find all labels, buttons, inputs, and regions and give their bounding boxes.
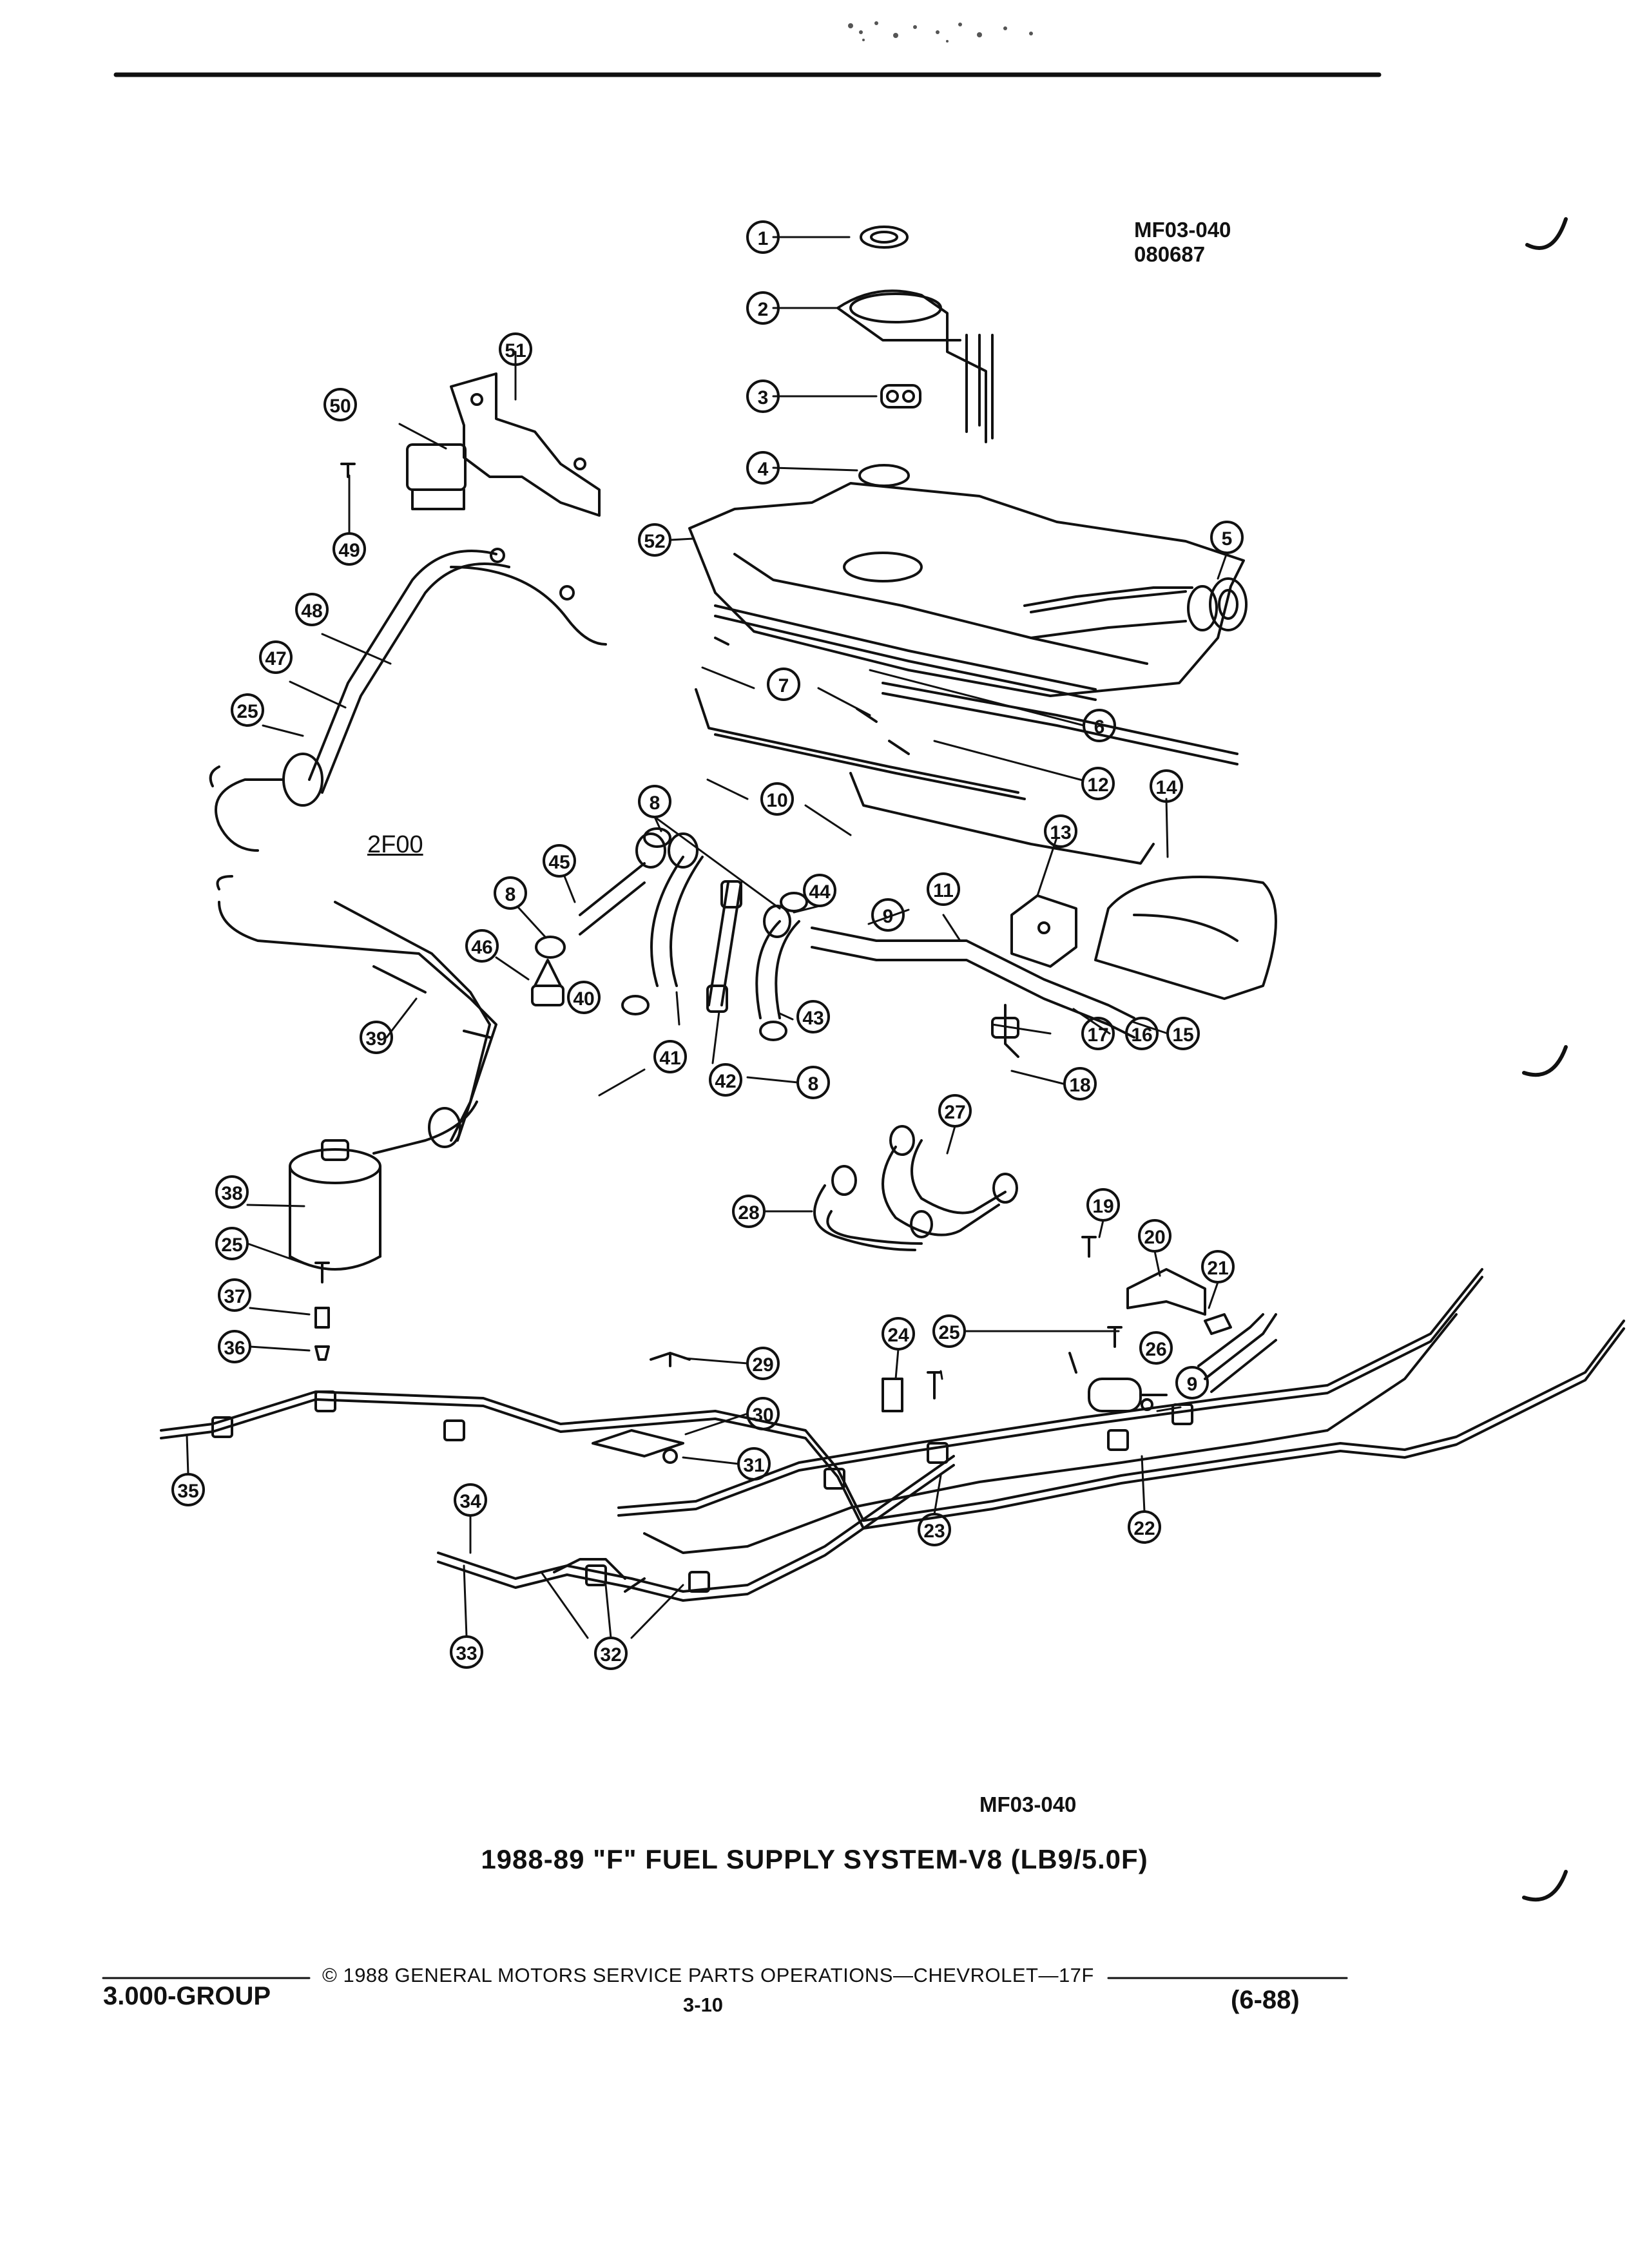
callout-21 <box>1202 1251 1233 1282</box>
callout-36-label: 36 <box>224 1338 246 1359</box>
callout-32-label: 32 <box>600 1644 622 1666</box>
callout-46 <box>467 930 497 961</box>
callout-43-label: 43 <box>802 1008 824 1029</box>
gasket-part <box>861 227 907 247</box>
callout-50 <box>325 389 356 420</box>
callout-7-label: 7 <box>778 675 789 697</box>
callout-39-label: 39 <box>365 1028 387 1050</box>
callout-25b-label: 25 <box>236 701 258 722</box>
callout-25c <box>217 1228 247 1259</box>
callout-8b <box>495 878 526 908</box>
callout-40 <box>568 982 599 1013</box>
callout-12 <box>1083 768 1113 799</box>
callout-15-label: 15 <box>1172 1024 1194 1046</box>
callout-38 <box>217 1177 247 1207</box>
callout-18 <box>1065 1068 1095 1099</box>
callout-36 <box>219 1331 250 1362</box>
callout-3-label: 3 <box>757 387 769 408</box>
callout-25a <box>934 1316 965 1347</box>
callout-22-label: 22 <box>1133 1518 1155 1539</box>
callout-8c <box>798 1067 829 1098</box>
callout-29-label: 29 <box>752 1354 774 1376</box>
tank-straps <box>696 606 1237 863</box>
callout-23-label: 23 <box>923 1521 945 1542</box>
callout-26 <box>1141 1332 1171 1363</box>
callout-15 <box>1168 1018 1199 1049</box>
callout-20 <box>1139 1220 1170 1251</box>
callout-11 <box>928 874 959 905</box>
charcoal-canister <box>290 1102 477 1269</box>
callout-48 <box>296 594 327 625</box>
callout-13-label: 13 <box>1050 822 1072 843</box>
callout-41-label: 41 <box>659 1048 681 1069</box>
callout-51-label: 51 <box>505 340 526 361</box>
callout-8a <box>639 786 670 817</box>
callout-38-label: 38 <box>221 1183 243 1204</box>
callout-46-label: 46 <box>471 937 493 958</box>
callout-30-label: 30 <box>752 1405 774 1426</box>
callout-52-label: 52 <box>644 531 666 552</box>
callout-26-label: 26 <box>1145 1339 1167 1360</box>
callout-52 <box>639 524 670 555</box>
vapor-canister-valve <box>211 754 322 850</box>
small-fasteners-left <box>316 1263 329 1360</box>
callout-22 <box>1129 1512 1160 1542</box>
callout-44-label: 44 <box>809 881 831 903</box>
callout-8b-label: 8 <box>505 884 516 905</box>
callout-50-label: 50 <box>329 396 351 417</box>
callout-1-label: 1 <box>757 228 769 249</box>
lower-left-lines <box>438 1456 954 1600</box>
footer-group: 3.000-GROUP <box>103 1982 271 2010</box>
footer-page-number: 3-10 <box>683 1994 724 2016</box>
callout-37 <box>219 1280 250 1311</box>
hose-43 <box>757 906 799 1018</box>
callout-20-label: 20 <box>1144 1227 1166 1248</box>
callout-29 <box>747 1348 778 1379</box>
callout-45-label: 45 <box>548 852 570 873</box>
relay-bracket-part <box>451 374 599 515</box>
binder-marks <box>1524 219 1566 1899</box>
callout-4-label: 4 <box>757 459 769 480</box>
callout-24-label: 24 <box>887 1325 909 1346</box>
callout-42 <box>710 1064 741 1095</box>
fuel-sender-assembly <box>838 291 992 442</box>
callout-42-label: 42 <box>715 1071 737 1092</box>
callouts <box>173 222 1242 1669</box>
callout-47-label: 47 <box>265 648 287 669</box>
callout-30 <box>747 1398 778 1429</box>
callout-16-label: 16 <box>1131 1024 1153 1046</box>
sender-clip-part <box>882 385 920 407</box>
callout-24 <box>883 1318 914 1349</box>
hose-45 <box>580 834 665 934</box>
callout-27 <box>940 1095 970 1126</box>
vapor-pipe-48 <box>309 549 606 793</box>
heat-shield-part <box>1095 877 1276 999</box>
callout-10-label: 10 <box>766 790 788 811</box>
footer-date-code: (6-88) <box>1231 1986 1300 2014</box>
callout-33 <box>451 1637 482 1667</box>
callout-33-label: 33 <box>456 1643 477 1664</box>
callout-47 <box>260 642 291 673</box>
callout-45 <box>544 845 575 876</box>
right-end-lines <box>1199 1314 1276 1392</box>
callout-35-label: 35 <box>177 1481 199 1502</box>
callout-31-label: 31 <box>743 1455 765 1476</box>
callout-41 <box>655 1041 686 1072</box>
figure-title: 1988-89 "F" FUEL SUPPLY SYSTEM-V8 (LB9/5.0F) <box>481 1844 1148 1874</box>
callout-25b <box>232 695 263 726</box>
callout-28-label: 28 <box>738 1202 760 1224</box>
callout-16 <box>1126 1018 1157 1049</box>
callout-10 <box>762 783 793 814</box>
callout-35 <box>173 1474 204 1505</box>
callout-7 <box>768 669 799 700</box>
drawing-code-line-1: MF03-040 <box>1134 218 1231 242</box>
callout-14-label: 14 <box>1155 777 1177 798</box>
callout-9b-label: 9 <box>1186 1374 1198 1395</box>
bolt-49 <box>342 464 354 477</box>
o-ring-part <box>860 465 909 486</box>
scan-smudge <box>848 21 1033 43</box>
callout-49 <box>334 533 365 564</box>
callout-11-label: 11 <box>933 880 954 901</box>
callout-48-label: 48 <box>301 601 323 622</box>
callout-21-label: 21 <box>1207 1258 1229 1279</box>
hose-28 <box>815 1166 932 1250</box>
section-label: 2F00 <box>367 831 423 858</box>
figure-code: MF03-040 <box>979 1792 1077 1816</box>
hose-40 <box>651 834 702 986</box>
callout-9b <box>1177 1367 1208 1398</box>
callout-18-label: 18 <box>1069 1075 1091 1096</box>
callout-25a-label: 25 <box>938 1322 960 1343</box>
callout-9a <box>872 899 903 930</box>
callout-13 <box>1045 816 1076 847</box>
pipe-42 <box>708 881 741 1012</box>
callout-5 <box>1211 522 1242 553</box>
callout-5-label: 5 <box>1221 528 1233 550</box>
bracket-30 <box>593 1353 689 1463</box>
callout-51 <box>500 334 531 365</box>
vapor-pipe-39 <box>218 876 497 1147</box>
callout-37-label: 37 <box>224 1286 246 1307</box>
footer-copyright: © 1988 GENERAL MOTORS SERVICE PARTS OPERATIONS—CHEVROLET—17F <box>322 1964 1094 1986</box>
callout-19-label: 19 <box>1092 1196 1114 1217</box>
drawing-code-line-2: 080687 <box>1134 242 1206 266</box>
callout-31 <box>738 1448 769 1479</box>
callout-34-label: 34 <box>459 1491 481 1512</box>
bracket-13 <box>1012 896 1076 966</box>
callout-8a-label: 8 <box>649 793 660 814</box>
callout-12-label: 12 <box>1087 774 1109 796</box>
relay-part <box>407 445 465 509</box>
valve-46 <box>532 960 563 1005</box>
callout-28 <box>733 1196 764 1227</box>
callout-44 <box>804 875 835 906</box>
callout-34 <box>455 1485 486 1515</box>
callout-14 <box>1151 771 1182 802</box>
callout-17-label: 17 <box>1087 1024 1109 1046</box>
callout-43 <box>798 1001 829 1032</box>
callout-27-label: 27 <box>944 1102 966 1123</box>
callout-19 <box>1088 1189 1119 1220</box>
drawing-code <box>1134 218 1231 267</box>
filler-neck-part <box>1031 586 1217 638</box>
pipe-17-18 <box>812 928 1134 1057</box>
callout-6-label: 6 <box>1094 716 1105 738</box>
callout-49-label: 49 <box>338 540 360 561</box>
callout-40-label: 40 <box>573 988 595 1010</box>
callout-25c-label: 25 <box>221 1235 243 1256</box>
callout-32 <box>595 1638 626 1669</box>
callout-9a-label: 9 <box>882 906 894 927</box>
callout-2-label: 2 <box>757 299 769 320</box>
callout-8c-label: 8 <box>807 1073 819 1095</box>
